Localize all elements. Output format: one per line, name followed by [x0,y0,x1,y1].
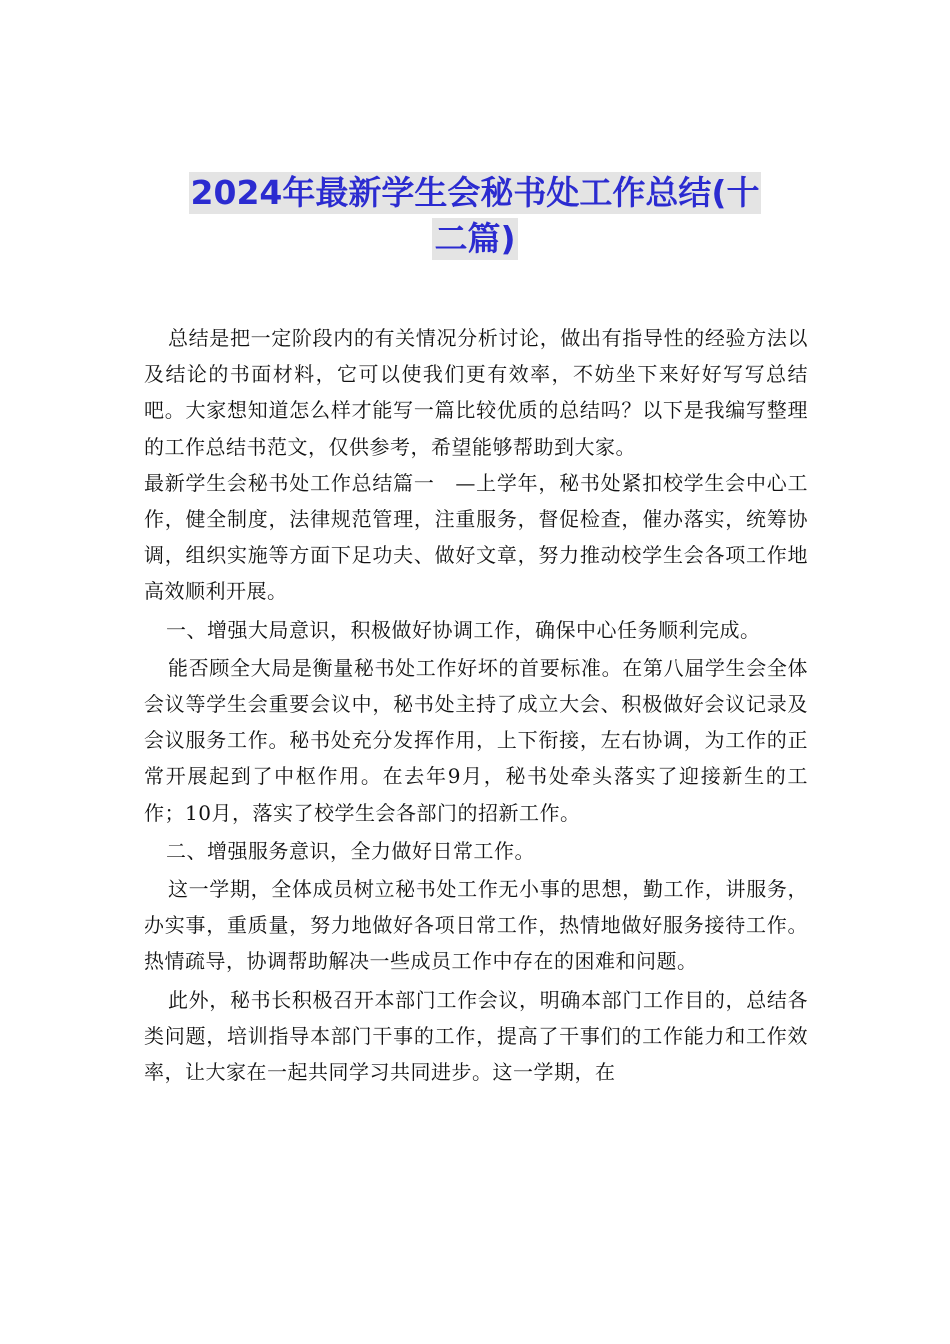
title-line-2: 二篇) [434,219,516,258]
paragraph-point-one: 能否顾全大局是衡量秘书处工作好坏的首要标准。在第八届学生会全体会议等学生会重要会议中，秘书处主持了成立大会、积极做好会议记录及会议服务工作。秘书处充分发挥作用，上下衔接，左右协调，为工作的正常开展起到了中枢作用。在去年9月，秘书处牵头落实了迎接新生的工作；10月，落实了校学生会各部门的招新工作。 [144,655,808,825]
document-title [140,172,810,264]
heading-point-one: 一、增强大局意识，积极做好协调工作，确保中心任务顺利完成。 [166,617,761,642]
paragraph-point-two: 这一学期，全体成员树立秘书处工作无小事的思想，勤工作，讲服务，办实事，重质量，努力地做好各项日常工作，热情地做好服务接待工作。热情疏导，协调帮助解决一些成员工作中存在的困难和问题。 [144,877,808,974]
title-line-1: 2024年最新学生会秘书处工作总结(十 [190,173,760,212]
paragraph-section-one: 最新学生会秘书处工作总结篇一 —上学年，秘书处紧扣校学生会中心工作，健全制度，法律规范管理，注重服务，督促检查，催办落实，统筹协调，组织实施等方面下足功夫、做好文章，努力推动校学生会各项工作地高效顺利开展。 [144,470,808,604]
paragraph-additional: 此外，秘书长积极召开本部门工作会议，明确本部门工作目的，总结各类问题，培训指导本部门干事的工作，提高了干事们的工作能力和工作效率，让大家在一起共同学习共同进步。这一学期，在 [144,987,808,1085]
heading-point-two: 二、增强服务意识，全力做好日常工作。 [166,838,535,863]
paragraph-intro: 总结是把一定阶段内的有关情况分析讨论，做出有指导性的经验方法以及结论的书面材料，它可以使我们更有效率，不妨坐下来好好写写总结吧。大家想知道怎么样才能写一篇比较优质的总结吗？以下是我编写整理的工作总结书范文，仅供参考，希望能够帮助到大家。 [144,326,808,459]
document-body [144,320,808,1090]
